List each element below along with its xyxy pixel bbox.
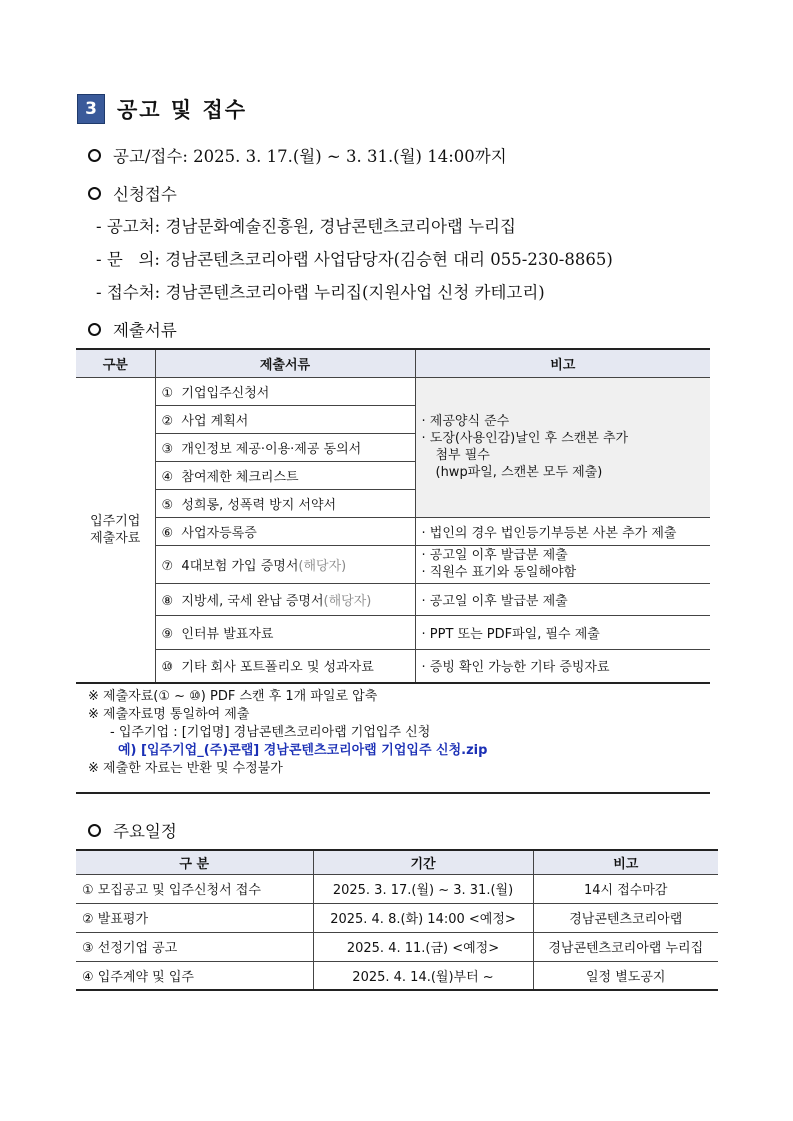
doc-name-cell: ⑥ 사업자등록증 xyxy=(155,517,415,545)
divider xyxy=(76,792,710,794)
apply-item: - 문 의: 경남콘텐츠코리아랩 사업담당자(김승현 대리 055-230-8865) xyxy=(96,250,613,269)
announce-bullet xyxy=(88,143,507,167)
table-row xyxy=(76,903,718,932)
section-title: 공고 및 접수 xyxy=(117,98,248,122)
schedule-item: ① 모집공고 및 입주신청서 접수 xyxy=(76,874,313,903)
apply-bullet xyxy=(88,181,177,205)
doc-name-cell: ② 사업 계획서 xyxy=(155,405,415,433)
header-cell: 기간 xyxy=(313,850,533,874)
table-row xyxy=(76,649,710,683)
notes-block xyxy=(88,688,487,778)
schedule-bullet xyxy=(88,818,177,842)
doc-name-cell: ④ 참여제한 체크리스트 xyxy=(155,461,415,489)
table-row xyxy=(76,932,718,961)
schedule-item: ③ 선정기업 공고 xyxy=(76,932,313,961)
doc-name-cell: ⑩ 기타 회사 포트폴리오 및 성과자료 xyxy=(155,649,415,683)
schedule-period: 2025. 4. 11.(금) <예정> xyxy=(313,932,533,961)
schedule-table xyxy=(76,849,718,991)
schedule-period: 2025. 4. 8.(화) 14:00 <예정> xyxy=(313,903,533,932)
example-line: 예) [입주기업_(주)콘랩] 경남콘텐츠코리아랩 기업입주 신청.zip xyxy=(118,743,488,758)
docs-bullet xyxy=(88,317,177,341)
table-row xyxy=(76,545,710,583)
header-cell: 구 분 xyxy=(76,850,313,874)
note-line: ※ 제출자료명 통일하여 제출 xyxy=(88,707,250,722)
schedule-note: 14시 접수마감 xyxy=(533,874,718,903)
table-row xyxy=(76,583,710,615)
table-row xyxy=(76,615,710,649)
circle-bullet-icon xyxy=(88,187,101,200)
circle-bullet-icon xyxy=(88,824,101,837)
header-cell: 구분 xyxy=(76,349,155,377)
doc-name-cell: ⑨ 인터뷰 발표자료 xyxy=(155,615,415,649)
schedule-note: 일정 별도공지 xyxy=(533,961,718,990)
schedule-note: 경남콘텐츠코리아랩 xyxy=(533,903,718,932)
apply-item: - 접수처: 경남콘텐츠코리아랩 누리집(지원사업 신청 카테고리) xyxy=(96,283,545,302)
note-line: - 입주기업 : [기업명] 경남콘텐츠코리아랩 기업입주 신청 xyxy=(110,725,431,740)
note-line: ※ 제출한 자료는 반환 및 수정불가 xyxy=(88,761,283,776)
note-line: ※ 제출자료(① ~ ⑩) PDF 스캔 후 1개 파일로 압축 xyxy=(88,689,378,704)
remark-cell: · 공고일 이후 발급분 제출 · 직원수 표기와 동일해야함 xyxy=(415,545,710,583)
docs-title: 제출서류 xyxy=(113,321,177,340)
remark-cell: · 증빙 확인 가능한 기타 증빙자료 xyxy=(415,649,710,683)
doc-name-cell: ⑧ 지방세, 국세 완납 증명서(해당자) xyxy=(155,583,415,615)
table-header-row xyxy=(76,850,718,874)
category-cell: 입주기업 제출자료 xyxy=(76,377,155,683)
doc-name-cell: ① 기업입주신청서 xyxy=(155,377,415,405)
announce-text: 공고/접수: 2025. 3. 17.(월) ~ 3. 31.(월) 14:00까지 xyxy=(113,147,507,166)
doc-name-cell: ⑦ 4대보험 가입 증명서(해당자) xyxy=(155,545,415,583)
doc-name-cell: ⑤ 성희롱, 성폭력 방지 서약서 xyxy=(155,489,415,517)
remarks-group-cell: · 제공양식 준수 · 도장(사용인감)날인 후 스캔본 추가 첨부 필수 (hwp파일, 스캔본 모두 제출) xyxy=(415,377,710,517)
schedule-note: 경남콘텐츠코리아랩 누리집 xyxy=(533,932,718,961)
circle-bullet-icon xyxy=(88,149,101,162)
section-number: 3 xyxy=(77,94,105,124)
table-row xyxy=(76,517,710,545)
schedule-period: 2025. 3. 17.(월) ~ 3. 31.(월) xyxy=(313,874,533,903)
apply-item: - 공고처: 경남문화예술진흥원, 경남콘텐츠코리아랩 누리집 xyxy=(96,217,516,236)
table-row xyxy=(76,377,710,405)
section-header xyxy=(77,93,247,125)
table-row xyxy=(76,961,718,990)
circle-bullet-icon xyxy=(88,323,101,336)
schedule-title: 주요일정 xyxy=(113,822,177,841)
header-cell: 비고 xyxy=(533,850,718,874)
schedule-item: ② 발표평가 xyxy=(76,903,313,932)
docs-table xyxy=(76,348,710,684)
table-header-row xyxy=(76,349,710,377)
apply-title: 신청접수 xyxy=(113,185,177,204)
header-cell: 비고 xyxy=(415,349,710,377)
remark-cell: · PPT 또는 PDF파일, 필수 제출 xyxy=(415,615,710,649)
table-row xyxy=(76,874,718,903)
schedule-item: ④ 입주계약 및 입주 xyxy=(76,961,313,990)
remark-cell: · 법인의 경우 법인등기부등본 사본 추가 제출 xyxy=(415,517,710,545)
remark-cell: · 공고일 이후 발급분 제출 xyxy=(415,583,710,615)
doc-name-cell: ③ 개인정보 제공·이용·제공 동의서 xyxy=(155,433,415,461)
header-cell: 제출서류 xyxy=(155,349,415,377)
schedule-period: 2025. 4. 14.(월)부터 ~ xyxy=(313,961,533,990)
